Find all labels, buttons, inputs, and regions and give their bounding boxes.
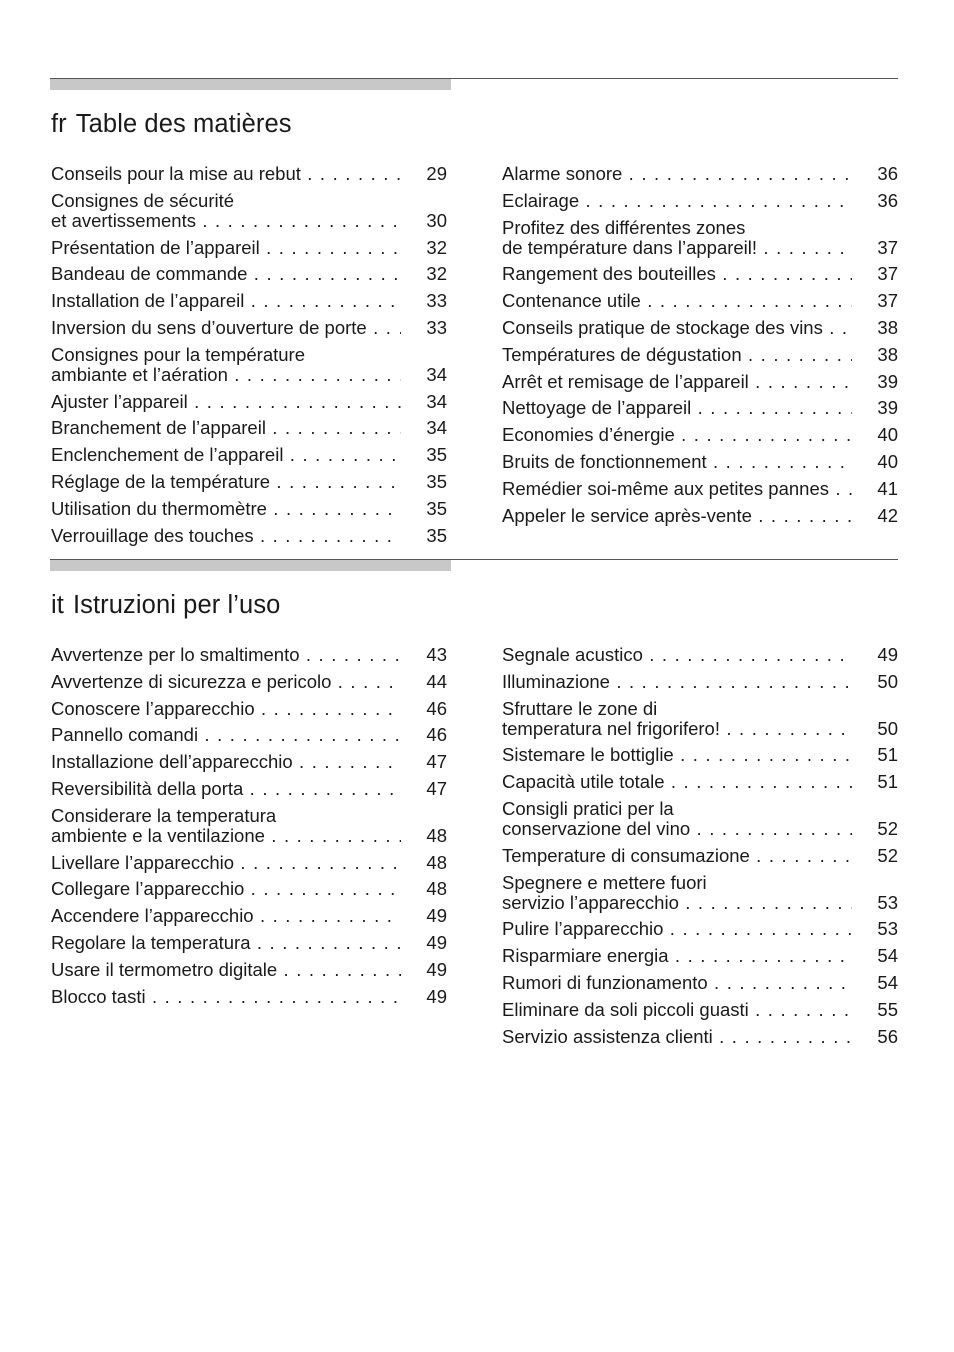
- toc-entry[interactable]: [51, 499, 447, 526]
- toc-entry[interactable]: [502, 919, 898, 946]
- entry-title-line: Conoscere l’apparecchio . . .: [51, 699, 401, 719]
- toc-entry[interactable]: [502, 745, 898, 772]
- toc-entry[interactable]: [51, 672, 447, 699]
- entry-title-line: Regolare la temperatura . . .: [51, 933, 401, 953]
- toc-entry[interactable]: [502, 218, 898, 265]
- page-number: 50: [858, 719, 898, 739]
- entry-title-line: Reversibilità della porta . . .: [51, 779, 401, 799]
- entry-title-line: Pannello comandi . . .: [51, 725, 401, 745]
- entry-title-line: Alarme sonore . . .: [502, 164, 852, 184]
- toc-entry[interactable]: [51, 779, 447, 806]
- entry-title-line: Profitez des différentes zones: [502, 217, 746, 238]
- toc-entry[interactable]: [502, 846, 898, 873]
- page-number: 35: [407, 445, 447, 465]
- page-number: 35: [407, 472, 447, 492]
- page-number: 36: [858, 164, 898, 184]
- entry-title-line: Remédier soi-même aux petites pannes . . .: [502, 479, 852, 499]
- toc-section-it: [50, 559, 898, 1047]
- toc-entry[interactable]: [502, 318, 898, 345]
- entry-title-line: Temperature di consumazione . . .: [502, 846, 852, 866]
- entry-title-line: Contenance utile . . .: [502, 291, 852, 311]
- page-number: 40: [858, 452, 898, 472]
- page-number: 41: [858, 479, 898, 499]
- page-number: 48: [407, 853, 447, 873]
- toc-entry[interactable]: [502, 645, 898, 672]
- page-number: 53: [858, 893, 898, 913]
- page-number: 29: [407, 164, 447, 184]
- entry-title-line: Nettoyage de l’appareil . . .: [502, 398, 852, 418]
- section-title: Istruzioni per l’uso: [72, 591, 281, 619]
- entry-title-line: Températures de dégustation . . .: [502, 345, 852, 365]
- entry-title-line: Inversion du sens d’ouverture de porte . . .: [51, 318, 401, 338]
- page-number: 55: [858, 1000, 898, 1020]
- toc-entry[interactable]: [51, 392, 447, 419]
- entry-title-line: Avvertenze per lo smaltimento . . .: [51, 645, 401, 665]
- entry-title-line: Servizio assistenza clienti . . .: [502, 1027, 852, 1047]
- section-heading: [51, 583, 898, 627]
- page-number: 33: [407, 291, 447, 311]
- toc-entry[interactable]: [51, 806, 447, 853]
- page-number: 37: [858, 291, 898, 311]
- entry-title-line: Considerare la temperatura: [51, 805, 277, 826]
- page-number: 50: [858, 672, 898, 692]
- entry-title-line: Bandeau de commande . . .: [51, 264, 401, 284]
- page-number: 48: [407, 826, 447, 846]
- toc-section-fr: [50, 78, 898, 546]
- toc-entry[interactable]: [51, 238, 447, 265]
- toc-entry[interactable]: [502, 772, 898, 799]
- toc-entry[interactable]: [502, 164, 898, 191]
- entry-title-line: Installation de l’appareil . . .: [51, 291, 401, 311]
- toc-entry[interactable]: [51, 526, 447, 553]
- entry-title-line: Réglage de la température . . .: [51, 472, 401, 492]
- entry-title-line: Bruits de fonctionnement . . .: [502, 452, 852, 472]
- page-number: 49: [407, 933, 447, 953]
- language-code: fr: [51, 110, 67, 138]
- toc-entry[interactable]: [51, 345, 447, 392]
- toc-entry[interactable]: [502, 1027, 898, 1054]
- toc-entry[interactable]: [51, 472, 447, 499]
- entry-title-line: Eclairage . . .: [502, 191, 852, 211]
- section-rule: [50, 78, 898, 90]
- page-number: 48: [407, 879, 447, 899]
- toc-entry[interactable]: [51, 191, 447, 238]
- toc-column-left: [51, 645, 447, 1013]
- toc-column-right: [502, 164, 898, 532]
- toc-entry[interactable]: [502, 425, 898, 452]
- toc-entry[interactable]: [502, 291, 898, 318]
- toc-entry[interactable]: [51, 752, 447, 779]
- toc-entry[interactable]: [51, 960, 447, 987]
- entry-title-line: ambiante et l’aération . . .: [51, 365, 401, 385]
- entry-title-line: Ajuster l’appareil . . .: [51, 392, 401, 412]
- section-title: Table des matières: [75, 110, 292, 138]
- page-number: 36: [858, 191, 898, 211]
- entry-title-line: Utilisation du thermomètre . . .: [51, 499, 401, 519]
- toc-entry[interactable]: [51, 699, 447, 726]
- entry-title-line: Livellare l’apparecchio . . .: [51, 853, 401, 873]
- toc-entry[interactable]: [51, 318, 447, 345]
- entry-title-line: Enclenchement de l’appareil . . .: [51, 445, 401, 465]
- page-number: 49: [407, 960, 447, 980]
- entry-title-line: Consignes pour la température: [51, 344, 306, 365]
- page-number: 47: [407, 752, 447, 772]
- entry-title-line: Eliminare da soli piccoli guasti . . .: [502, 1000, 852, 1020]
- page-number: 30: [407, 211, 447, 231]
- toc-entry[interactable]: [502, 479, 898, 506]
- entry-title-line: Sfruttare le zone di: [502, 698, 658, 719]
- page-number: 43: [407, 645, 447, 665]
- toc-entry[interactable]: [51, 418, 447, 445]
- toc-entry[interactable]: [51, 906, 447, 933]
- entry-title-line: Capacità utile totale . . .: [502, 772, 852, 792]
- entry-title-line: Sistemare le bottiglie . . .: [502, 745, 852, 765]
- page-number: 37: [858, 238, 898, 258]
- toc-entry[interactable]: [502, 973, 898, 1000]
- entry-title-line: Usare il termometro digitale . . .: [51, 960, 401, 980]
- entry-title-line: et avertissements . . .: [51, 211, 401, 231]
- toc-column-right: [502, 645, 898, 1053]
- page-number: 34: [407, 365, 447, 385]
- toc-entry[interactable]: [502, 191, 898, 218]
- page-number: 32: [407, 264, 447, 284]
- entry-title-line: Installazione dell’apparecchio . . .: [51, 752, 401, 772]
- entry-title-line: Conseils pour la mise au rebut . . .: [51, 164, 401, 184]
- toc-entry[interactable]: [51, 445, 447, 472]
- entry-title-line: Avvertenze di sicurezza e pericolo . . .: [51, 672, 401, 692]
- entry-title-line: Arrêt et remisage de l’appareil . . .: [502, 372, 852, 392]
- toc-entry[interactable]: [51, 933, 447, 960]
- entry-title-line: Economies d’énergie . . .: [502, 425, 852, 445]
- entry-title-line: Blocco tasti . . .: [51, 987, 401, 1007]
- page-number: 42: [858, 506, 898, 526]
- entry-title-line: conservazione del vino . . .: [502, 819, 852, 839]
- page-number: 34: [407, 392, 447, 412]
- page-number: 40: [858, 425, 898, 445]
- page-number: 46: [407, 699, 447, 719]
- page-number: 49: [858, 645, 898, 665]
- page-number: 35: [407, 526, 447, 546]
- toc-entry[interactable]: [51, 264, 447, 291]
- entry-title-line: de température dans l’appareil! . . .: [502, 238, 852, 258]
- page-number: 38: [858, 318, 898, 338]
- entry-title-line: Segnale acustico . . .: [502, 645, 852, 665]
- page-number: 35: [407, 499, 447, 519]
- page-number: 38: [858, 345, 898, 365]
- page-number: 47: [407, 779, 447, 799]
- entry-title-line: Consignes de sécurité: [51, 190, 235, 211]
- entry-title-line: Pulire l’apparecchio . . .: [502, 919, 852, 939]
- toc-entry[interactable]: [502, 372, 898, 399]
- page-number: 49: [407, 987, 447, 1007]
- entry-title-line: Accendere l’apparecchio . . .: [51, 906, 401, 926]
- page-number: 54: [858, 973, 898, 993]
- toc-entry[interactable]: [502, 398, 898, 425]
- page-number: 56: [858, 1027, 898, 1047]
- entry-title-line: Présentation de l’appareil . . .: [51, 238, 401, 258]
- toc-entry[interactable]: [502, 1000, 898, 1027]
- page-number: 39: [858, 398, 898, 418]
- language-code: it: [51, 591, 64, 619]
- toc-entry[interactable]: [502, 672, 898, 699]
- section-heading: [51, 102, 898, 146]
- page-number: 33: [407, 318, 447, 338]
- page-number: 54: [858, 946, 898, 966]
- entry-title-line: Branchement de l’appareil . . .: [51, 418, 401, 438]
- toc-entry[interactable]: [502, 873, 898, 920]
- section-rule: [50, 559, 898, 571]
- page-number: 44: [407, 672, 447, 692]
- entry-title-line: Collegare l’apparecchio . . .: [51, 879, 401, 899]
- toc-entry[interactable]: [51, 164, 447, 191]
- page-number: 46: [407, 725, 447, 745]
- page-number: 51: [858, 745, 898, 765]
- page-number: 34: [407, 418, 447, 438]
- entry-title-line: Appeler le service après-vente . . .: [502, 506, 852, 526]
- entry-title-line: Rumori di funzionamento . . .: [502, 973, 852, 993]
- entry-title-line: temperatura nel frigorifero! . . .: [502, 719, 852, 739]
- entry-title-line: Verrouillage des touches . . .: [51, 526, 401, 546]
- entry-title-line: Conseils pratique de stockage des vins . . .: [502, 318, 852, 338]
- page-number: 53: [858, 919, 898, 939]
- entry-title-line: Risparmiare energia . . .: [502, 946, 852, 966]
- toc-entry[interactable]: [502, 946, 898, 973]
- entry-title-line: Rangement des bouteilles . . .: [502, 264, 852, 284]
- page-number: 52: [858, 819, 898, 839]
- toc-entry[interactable]: [51, 879, 447, 906]
- page-number: 37: [858, 264, 898, 284]
- entry-title-line: ambiente e la ventilazione . . .: [51, 826, 401, 846]
- entry-title-line: Consigli pratici per la: [502, 798, 674, 819]
- toc-column-left: [51, 164, 447, 552]
- toc-entry[interactable]: [51, 725, 447, 752]
- entry-title-line: Spegnere e mettere fuori: [502, 872, 707, 893]
- page-number: 52: [858, 846, 898, 866]
- page-number: 49: [407, 906, 447, 926]
- toc-entry[interactable]: [502, 264, 898, 291]
- toc-entry[interactable]: [502, 452, 898, 479]
- toc-entry[interactable]: [502, 345, 898, 372]
- page-number: 51: [858, 772, 898, 792]
- entry-title-line: servizio l’apparecchio . . .: [502, 893, 852, 913]
- toc-entry[interactable]: [51, 645, 447, 672]
- entry-title-line: Illuminazione . . .: [502, 672, 852, 692]
- toc-entry[interactable]: [502, 799, 898, 846]
- toc-entry[interactable]: [51, 291, 447, 318]
- toc-entry[interactable]: [51, 853, 447, 880]
- page-number: 39: [858, 372, 898, 392]
- toc-entry[interactable]: [51, 987, 447, 1014]
- toc-entry[interactable]: [502, 506, 898, 533]
- page-number: 32: [407, 238, 447, 258]
- toc-entry[interactable]: [502, 699, 898, 746]
